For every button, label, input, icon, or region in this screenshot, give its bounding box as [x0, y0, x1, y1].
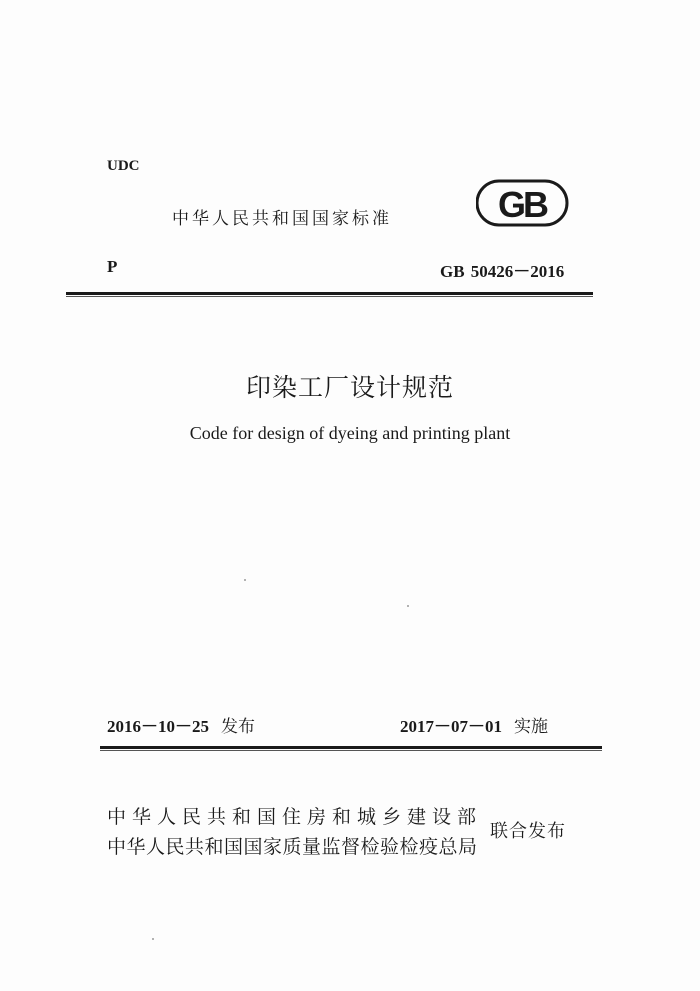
bottom-divider-thin [100, 750, 602, 751]
udc-label: UDC [107, 158, 140, 174]
top-divider-thin [66, 296, 593, 297]
classification-code: P [107, 257, 118, 276]
joint-release-label: 联合发布 [490, 821, 566, 842]
standard-type: 中华人民共和国国家标准 [172, 209, 392, 229]
top-divider [66, 292, 593, 295]
gb-logo [476, 179, 570, 227]
title-english: Code for design of dyeing and printing plant [189, 423, 511, 443]
svg-text:GB: GB [498, 184, 546, 225]
gb-logo-icon [476, 179, 570, 227]
implementation-date [400, 712, 548, 737]
standard-number: GB 50426－2016 [440, 262, 565, 281]
implementation-date-value: 2017－07－01 [400, 717, 502, 736]
implementation-date-label: 实施 [514, 717, 548, 737]
issue-date-label: 发布 [221, 717, 255, 737]
issuer-ministry-housing: 中华人民共和国住房和城乡建设部 [107, 806, 483, 828]
speck [152, 938, 154, 940]
bottom-divider [100, 746, 602, 749]
issue-date [107, 712, 255, 737]
issue-date-value: 2016－10－25 [107, 717, 209, 736]
issuer-aqsiq: 中华人民共和国国家质量监督检验检疫总局 [107, 836, 478, 858]
speck [407, 605, 409, 607]
speck [244, 579, 246, 581]
title-chinese: 印染工厂设计规范 [245, 373, 454, 402]
